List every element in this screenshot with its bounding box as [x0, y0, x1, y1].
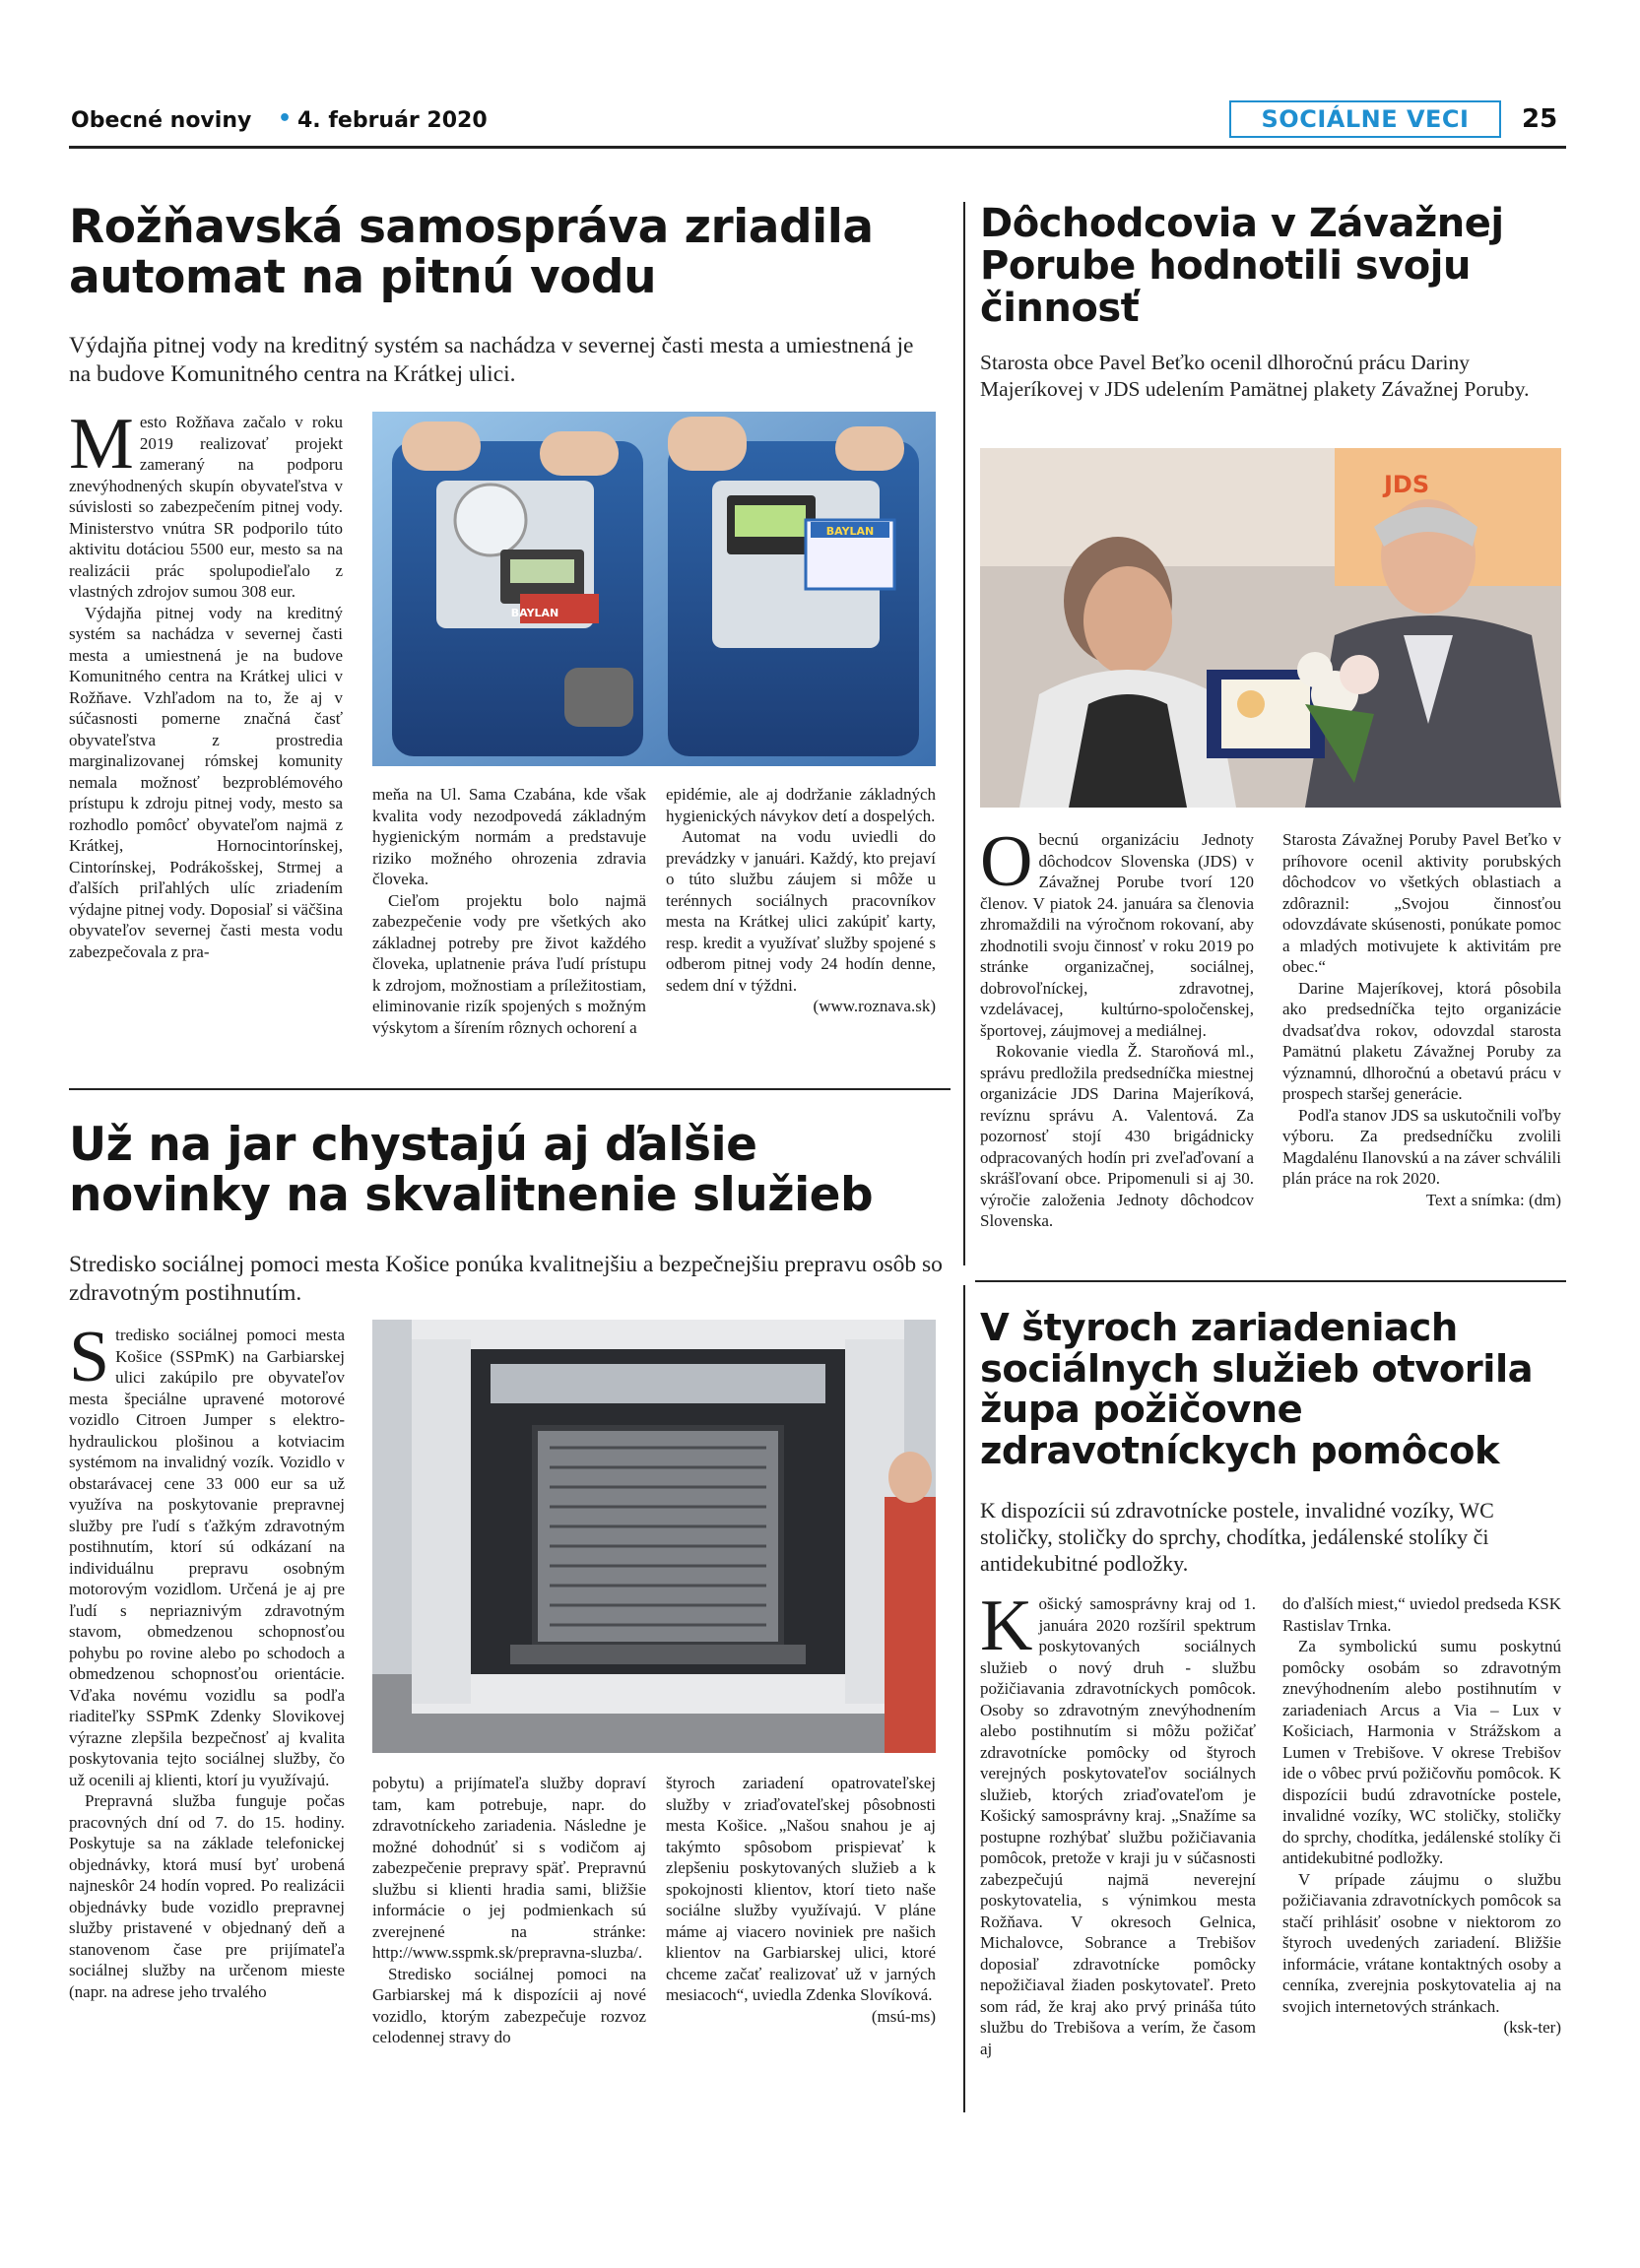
page-number: 25: [1522, 104, 1558, 134]
article1-p4: Cieľom projektu bolo najmä zabezpečenie vody pre všetkých ako základnej potreby pre život každého človeka, uplatnenie práva ľudí prístupu k zdrojom, možnostiam a príležitostiam, eliminovanie rizík spojených s možným výskytom a šírením rôznych ochorení a: [372, 890, 646, 1037]
article3-col1: [69, 1317, 345, 2002]
article2-p2: Rokovanie viedla Ž. Staroňová ml., správu predložila predsedníčka miestnej organizácie JDS Darina Majeríková, revíznu správu A. Valentová. Za pozornosť stojí 430 brigádnicky odpracovaných hodín pri zveľaďovaní a skrášľovaní obce. Pripomenuli si aj 30. výročie založenia Jednoty dôchodcov Slovenska.: [980, 1042, 1254, 1230]
article1-lead: Výdajňa pitnej vody na kreditný systém sa nachádza v severnej časti mesta a umiestnená je na budove Komunitného centra na Krátkej ulici.: [69, 333, 914, 387]
article4-lead: K dispozícii sú zdravotnícke postele, invalidné vozíky, WC stoličky, stoličky do sprchy, chodítka, jedálenské stolíky či antidekubitné podložky.: [980, 1498, 1494, 1576]
article2-title: Dôchodcovia v Závažnej Porube hodnotili svoju činnosť: [980, 201, 1504, 332]
article4-p3: Za symbolickú sumu poskytnú pomôcky osobám so zdravotným znevýhodnením alebo postihnutím v zariadeniach Arcus a Via – Lux v Košiciach, Harmonia v Strážskom a Lumen v Trebišove. V okrese Trebišov ide o vôbec prvú požičovňu pomôcok. K dispozícii budú zdravotnícke postele, invalidné vozíky, WC stoličky, stoličky do sprchy, chodítka, jedálenské stolíky či antidekubitné podložky.: [1282, 1637, 1561, 1867]
article3-title: Už na jar chystajú aj ďalšie novinky na skvalitnenie služieb: [69, 1118, 874, 1222]
article3-lead: Stredisko sociálnej pomoci mesta Košice ponúka kvalitnejšiu a bezpečnejšiu prepravu osôb so zdravotným postihnutím.: [69, 1252, 943, 1306]
article3-p3: pobytu) a prijímateľa služby dopraví tam, kam potrebuje, napr. do zdravotníckeho zariadenia. Následne je možné dohodnúť si s vodičom aj zabezpečenie prepravy späť. Prepravnú službu si klienti hradia sami, bližšie informácie o jej podmienkach sú zverejnené na stránke: http://www.sspmk.sk/prepravna-sluzba/.: [372, 1774, 646, 1962]
article4-p1: ošický samosprávny kraj od 1. januára 2020 rozšíril spektrum poskytovaných sociálnych služieb o nový druh - službu požičiavania zdravotníckych pomôcok. Osoby so zdravotným znevýhodnením alebo postihnutím si môžu požičať zdravotnícke pomôcky od štyroch verejných poskytovateľov sociálnych služieb, ktorých zriaďovateľom je Košický samosprávny kraj. „Snažíme sa postupne rozhýbať službu požičiavania pomôcok, pretože v kraji ju v súčasnosti zabezpečujú najmä neverejní poskytovatelia, s výnimkou mesta Rožňava. V okresoch Gelnica, Michalovce, Sobrance a Trebišov doposiaľ zdravotnícke pomôcky nepožičiaval žiaden poskytovateľ. Preto som rád, že kraj ako prvý prináša túto službu do Trebišova a verím, že časom aj: [980, 1594, 1256, 2058]
article2-col1: [980, 821, 1254, 1232]
article4-dropcap: K: [980, 1586, 1033, 1666]
article4-col1: [980, 1586, 1256, 2059]
article3-col2: [372, 1773, 646, 2048]
issue-date: 4. február 2020: [297, 108, 488, 133]
article3-source: (msú-ms): [871, 2006, 936, 2026]
article4-p2: do ďalších miest,“ uviedol predseda KSK Rastislav Trnka.: [1282, 1594, 1561, 1635]
article3-p2: Prepravná služba funguje počas pracovných dní od 7. do 15. hodiny. Poskytuje sa na základe telefonickej objednávky, ktorá musí byť urobená najneskôr 24 hodín vopred. Po realizácii objednávky bude vozidlo prepravnej služby pristavené v objednaný deň a stanovenom čase pre prijímateľa sociálnej služby na určenom mieste (napr. na adrese jeho trvalého: [69, 1791, 345, 2001]
article2-p3: Starosta Závažnej Poruby Pavel Beťko v príhovore ocenil aktivity porubských dôchodcov vo všetkých oblastiach a zdôraznil: „Svojou činnosťou odovzdávate skúsenosti, ponúkate pomoc a mladých motivujete k aktivitám pre obec.“: [1282, 830, 1561, 976]
article3-dropcap: S: [69, 1317, 110, 1397]
article1-p1: esto Rožňava začalo v roku 2019 realizovať projekt zameraný na podporu znevýhodnených skupín obyvateľstva v súvislosti so zabezpečením pitnej vody. Ministerstvo vnútra SR podporilo túto aktivitu dotáciou 5500 eur, mesto sa na realizácii prác spolupodieľalo z vlastných zdrojov sumou 308 eur.: [69, 413, 343, 601]
article-divider-right: [975, 1280, 1566, 1282]
article1-source: (www.roznava.sk): [813, 997, 936, 1015]
article2-photo: [980, 448, 1561, 808]
article4-col2: [1282, 1593, 1561, 2039]
article-divider-left: [69, 1088, 951, 1090]
article1-col1: [69, 404, 343, 962]
article2-col2: [1282, 829, 1561, 1210]
article1-p6: Automat na vodu uviedli do prevádzky v januári. Každý, kto prejaví o túto službu záujem si môže u terénnych sociálnych pracovníkov mesta na Krátkej ulici zakúpiť karty, resp. kredit a využívať služby spojené s odberom pitnej vody 24 hodín denne, sedem dní v týždni.: [666, 827, 936, 995]
article2-p4: Darine Majeríkovej, ktorá pôsobila ako predsedníčka tejto organizácie dvadsaťdva rokov, odovzdal starosta Pamätnú plaketu Závažnej Poruby za významnú, dlhoročnú a obetavú prácu v prospech staršej generácie.: [1282, 978, 1561, 1103]
photo-label-2: BAYLAN: [825, 525, 875, 538]
article3-p1: tredisko sociálnej pomoci mesta Košice (SSPmK) na Garbiarskej ulici zakúpilo pre obyvateľov mesta špeciálne upravené motorové vozidlo Citroen Jumper s elektro-hydraulickou plošinou a kotviacim systémom na invalidný vozík. Vozidlo v obstarávacej cene 33 000 eur sa už využíva na poskytovanie prepravnej služby pre ľudí s ťažkým zdravotným postihnutím, ktorí sú odkázaní na individuálnu prepravu osobným motorovým vozidlom. Určená je aj pre ľudí s nepriaznivým zdravotným stavom, obmedzenou schopnosťou pohybu po rovine alebo po schodoch a obmedzenou schopnosťou orientácie. Vďaka novému vozidlu sa podľa riaditeľky SSPmK Zdenky Slovikovej výrazne zlepšila bezpečnosť aj kvalita poskytovania tejto sociálnej služby, čo už ocenili aj klienti, ktorí ju využívajú.: [69, 1326, 345, 1789]
article1-photo: [372, 412, 936, 766]
article1-title: Rožňavská samospráva zriadila automat na pitnú vodu: [69, 200, 874, 304]
column-divider-bottom: [963, 1285, 965, 2112]
article2-p5: Podľa stanov JDS sa uskutočnili voľby výboru. Za predsedníčku zvolili Magdalénu Ilanovskú a na záver schválili plán práce na rok 2020.: [1282, 1105, 1561, 1188]
article1-p2: Výdajňa pitnej vody na kreditný systém sa nachádza v severnej časti mesta a umiestnená je na budove Komunitného centra na Krátkej ulici v Rožňave. Vzhľadom na to, že aj v súčasnosti pomerne značná časť obyvateľstva z prostredia marginalizovanej rómskej komunity nemala možnosť bezproblémového prístupu k zdroju pitnej vody, mesto sa rozhodlo pomôcť obyvateľom najmä z Krátkej, Hornocintorínskej, Cintorínskej, Podrákošskej, Strmej a ďalších priľahlých ulíc zriadením výdajne pitnej vody. Doposiaľ si väčšina obyvateľov severnej časti mesta vodu zabezpečovala z pra-: [69, 603, 343, 961]
article1-col2: [372, 784, 646, 1038]
photo-sign: JDS: [1384, 471, 1430, 498]
article2-source: Text a snímka: (dm): [1425, 1190, 1561, 1209]
article2-lead: Starosta obce Pavel Beťko ocenil dlhoročnú prácu Dariny Majeríkovej v JDS udelením Pamätnej plakety Závažnej Poruby.: [980, 351, 1530, 401]
article3-col3: [666, 1773, 936, 2027]
article1-col3: [666, 784, 936, 1017]
publication-name: Obecné noviny: [71, 108, 252, 133]
photo-label-1: BAYLAN: [510, 607, 559, 619]
header-rule: [69, 146, 1566, 149]
column-divider-top: [963, 202, 965, 1265]
section-label: SOCIÁLNE VECI: [1229, 100, 1501, 138]
article1-dropcap: M: [69, 404, 134, 485]
article4-source: (ksk-ter): [1503, 2018, 1561, 2037]
article3-photo: [372, 1320, 936, 1753]
article1-p5: epidémie, ale aj dodržanie základných hygienických návykov detí a dospelých.: [666, 785, 936, 825]
article2-p1: becnú organizáciu Jednoty dôchodcov Slovenska (JDS) v Závažnej Porube tvorí 120 členov. V piatok 24. januára sa členovia zhromaždili na výročnom rokovaní, aby zhodnotili svoju činnosť v roku 2019 po stránke organizačnej, sociálnej, dobrovoľníckej, zdravotnej, vzdelávacej, kultúrno-spoločenskej, športovej, záujmovej a mediálnej.: [980, 830, 1254, 1040]
article3-p4: Stredisko sociálnej pomoci na Garbiarskej má k dispozícii aj nové vozidlo, ktorým zabezpečuje rozvoz celodennej stravy do: [372, 1964, 646, 2046]
article4-title: V štyroch zariadeniach sociálnych služieb otvorila župa požičovne zdravotníckych pomôcok: [980, 1306, 1534, 1473]
header-separator: •: [278, 106, 293, 131]
article4-p4: V prípade záujmu o službu požičiavania zdravotníckych pomôcok sa stačí prihlásiť osobne v niektorom zo štyroch uvedených zariadení. Bližšie informácie, vrátane kontaktných osoby a cenníka, zverejnia poskytovatelia aj na svojich internetových stránkach.: [1282, 1869, 1561, 2016]
article1-p3: meňa na Ul. Sama Czabána, kde však kvalita vody nezodpovedá základným hygienickým normám a predstavuje riziko možného ohrozenia zdravia človeka.: [372, 785, 646, 888]
article2-dropcap: O: [980, 821, 1033, 902]
article3-p5: štyroch zariadení opatrovateľskej služby v zriaďovateľskej pôsobnosti mesta Košice. „Našou snahou je aj takýmto spôsobom prispievať k zlepšeniu poskytovaných služieb a k spokojnosti klientov, ktorí tieto naše sociálne služby využívajú. V pláne máme aj viacero noviniek pre našich klientov na Garbiarskej ulici, ktoré chceme začať realizovať už v jarných mesiacoch“, uviedla Zdenka Slovíková.: [666, 1774, 936, 2004]
